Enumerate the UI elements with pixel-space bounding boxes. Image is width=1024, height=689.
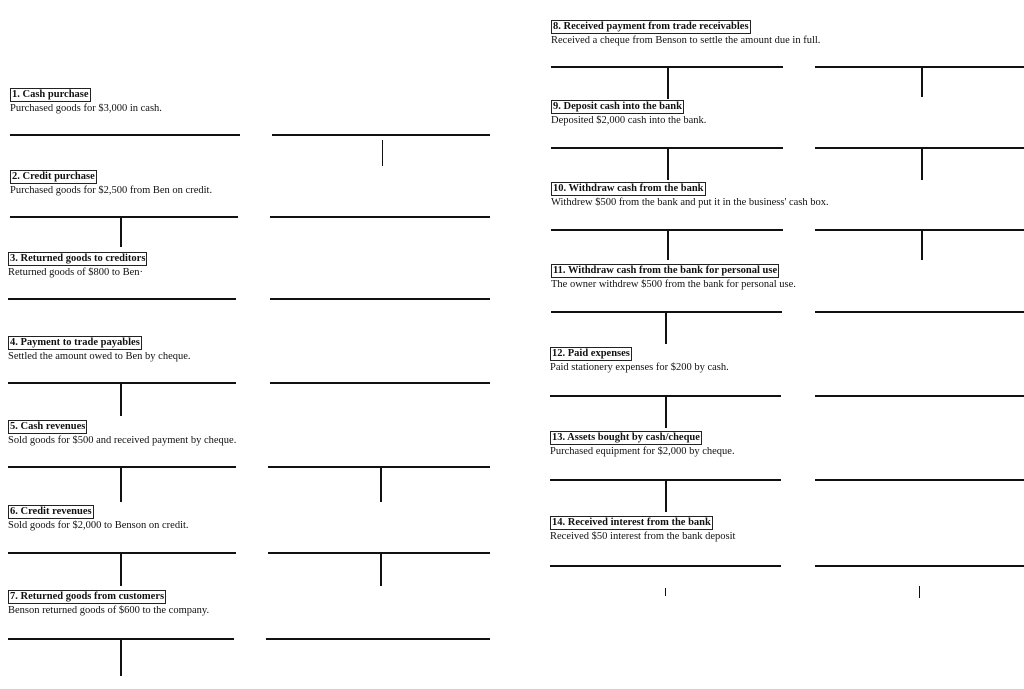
entry-title: 13. Assets bought by cash/cheque [552, 432, 700, 443]
t-account-divider [380, 554, 382, 586]
entry-title: 14. Received interest from the bank [552, 517, 711, 528]
entry-description: Purchased goods for $2,500 from Ben on credit. [10, 185, 213, 196]
entry-description: Paid stationery expenses for $200 by cash. [550, 362, 729, 373]
entry-description: Benson returned goods of $600 to the company. [8, 605, 210, 616]
t-account-left-line [8, 466, 236, 468]
entry-description: Purchased goods for $3,000 in cash. [10, 103, 162, 114]
entry-title: 5. Cash revenues [10, 421, 86, 432]
entry-description: Received a cheque from Benson to settle the amount due in full. [551, 35, 821, 46]
entry-title: 3. Returned goods to creditors [10, 253, 146, 264]
t-account-divider [120, 468, 122, 502]
t-account-divider [120, 217, 122, 247]
t-account-right-line [815, 395, 1024, 397]
t-account-divider [665, 396, 667, 428]
t-account-divider [382, 140, 383, 166]
t-account-right-line [270, 298, 490, 300]
t-account-right-line [815, 66, 1024, 68]
entry-title: 10. Withdraw cash from the bank [553, 183, 704, 194]
t-account-left-line [8, 298, 236, 300]
t-account-right-line [815, 311, 1024, 313]
t-account-right-line [815, 229, 1024, 231]
t-account-divider [667, 148, 669, 180]
t-account-right-line [270, 382, 490, 384]
entry-title: 11. Withdraw cash from the bank for personal use [553, 265, 778, 276]
t-account-right-line [815, 147, 1024, 149]
entry-description: Received $50 interest from the bank deposit [550, 531, 736, 542]
t-account-divider [921, 230, 923, 260]
entry-description: Withdrew $500 from the bank and put it in the business' cash box. [551, 197, 829, 208]
t-account-divider [665, 480, 667, 512]
t-account-divider [120, 554, 122, 586]
entry-title: 4. Payment to trade payables [10, 337, 140, 348]
t-account-right-line [268, 552, 490, 554]
entry-description: Sold goods for $2,000 to Benson on credit. [8, 520, 189, 531]
entry-title: 7. Returned goods from customers [10, 591, 165, 602]
t-account-divider [665, 588, 666, 596]
entry-title: 1. Cash purchase [12, 89, 89, 100]
t-account-divider [921, 148, 923, 180]
entry-description: Sold goods for $500 and received payment by cheque. [8, 435, 237, 446]
t-account-divider [120, 384, 122, 416]
t-account-left-line [8, 382, 236, 384]
t-account-divider [120, 640, 122, 676]
t-account-left-line [8, 552, 236, 554]
t-account-divider [919, 586, 920, 598]
t-account-divider [665, 312, 667, 344]
t-account-divider [921, 67, 923, 97]
t-account-right-line [270, 216, 490, 218]
t-account-divider [667, 67, 669, 99]
entry-description: Settled the amount owed to Ben by cheque. [8, 351, 191, 362]
entry-title: 2. Credit purchase [12, 171, 95, 182]
t-account-right-line [815, 479, 1024, 481]
entry-title: 8. Received payment from trade receivables [553, 21, 749, 32]
entry-description: Deposited $2,000 cash into the bank. [551, 115, 707, 126]
entry-description: Purchased equipment for $2,000 by cheque. [550, 446, 735, 457]
t-account-right-line [272, 134, 490, 136]
t-account-left-line [10, 134, 240, 136]
entry-title: 12. Paid expenses [552, 348, 630, 359]
t-account-right-line [815, 565, 1024, 567]
t-account-left-line [10, 216, 238, 218]
t-account-divider [667, 230, 669, 260]
entry-description: Returned goods of $800 to Ben· [8, 267, 144, 278]
entry-description: The owner withdrew $500 from the bank for personal use. [551, 279, 796, 290]
t-account-right-line [266, 638, 490, 640]
t-account-divider [380, 468, 382, 502]
entry-title: 6. Credit revenues [10, 506, 92, 517]
t-account-right-line [268, 466, 490, 468]
t-account-left-line [550, 565, 781, 567]
entry-title: 9. Deposit cash into the bank [553, 101, 682, 112]
